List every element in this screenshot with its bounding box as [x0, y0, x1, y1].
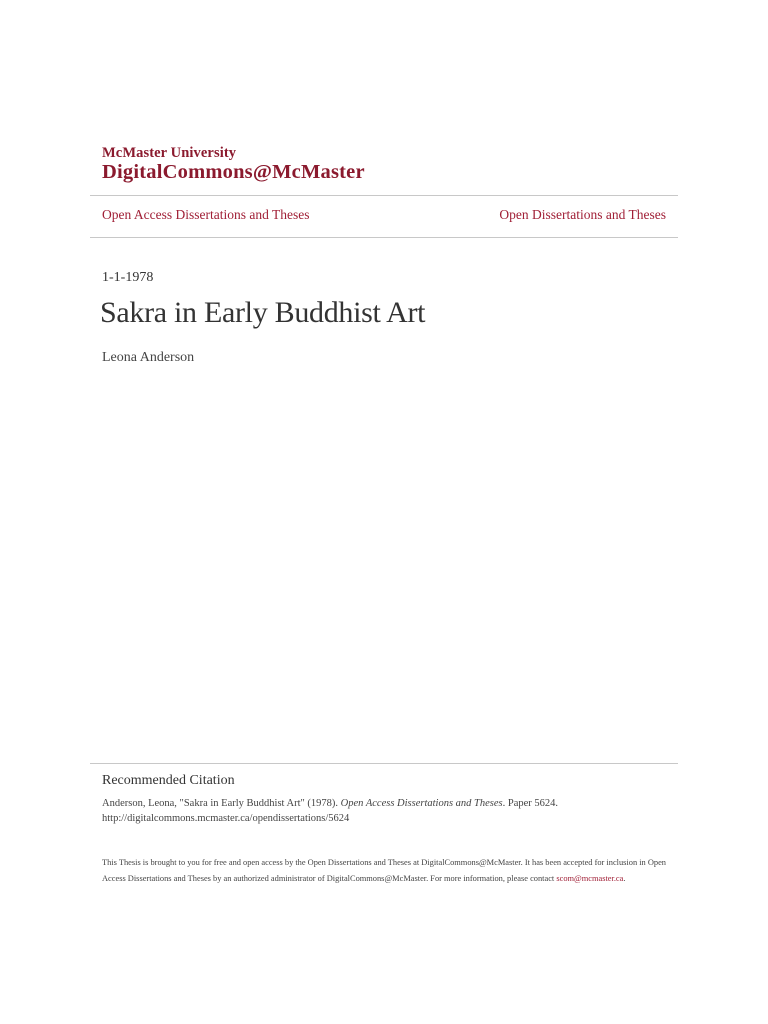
- contact-email-link[interactable]: scom@mcmaster.ca: [556, 873, 624, 883]
- divider-middle: [90, 237, 678, 238]
- collection-link-open-access[interactable]: Open Access Dissertations and Theses: [102, 207, 310, 222]
- document-title: Sakra in Early Buddhist Art: [100, 296, 426, 329]
- citation-url[interactable]: http://digitalcommons.mcmaster.ca/opendissertations/5624: [102, 813, 350, 824]
- publication-date: 1-1-1978: [102, 270, 154, 285]
- divider-top: [90, 195, 678, 196]
- citation-prefix: Anderson, Leona, "Sakra in Early Buddhist Art" (1978).: [102, 798, 341, 809]
- citation-heading: Recommended Citation: [102, 773, 235, 788]
- notice-text: This Thesis is brought to you for free and open access by the Open Dissertations and Theses at DigitalCommons@McMaster. It has been accepted for inclusion in Open Access Dissertations and Theses by an authorized administrator of DigitalCommons@McMaster. For more information, please contact: [102, 858, 666, 883]
- divider-bottom: [90, 763, 678, 764]
- citation-series: Open Access Dissertations and Theses: [340, 798, 503, 809]
- citation-suffix: . Paper 5624.: [502, 798, 559, 809]
- citation-text: [102, 796, 682, 826]
- access-notice: [102, 855, 672, 886]
- collection-link-open-dissertations[interactable]: Open Dissertations and Theses: [499, 207, 666, 222]
- notice-end: .: [623, 873, 626, 883]
- repository-name[interactable]: DigitalCommons@McMaster: [102, 161, 365, 183]
- institution-name: McMaster University: [102, 145, 237, 161]
- author-name: Leona Anderson: [102, 350, 195, 365]
